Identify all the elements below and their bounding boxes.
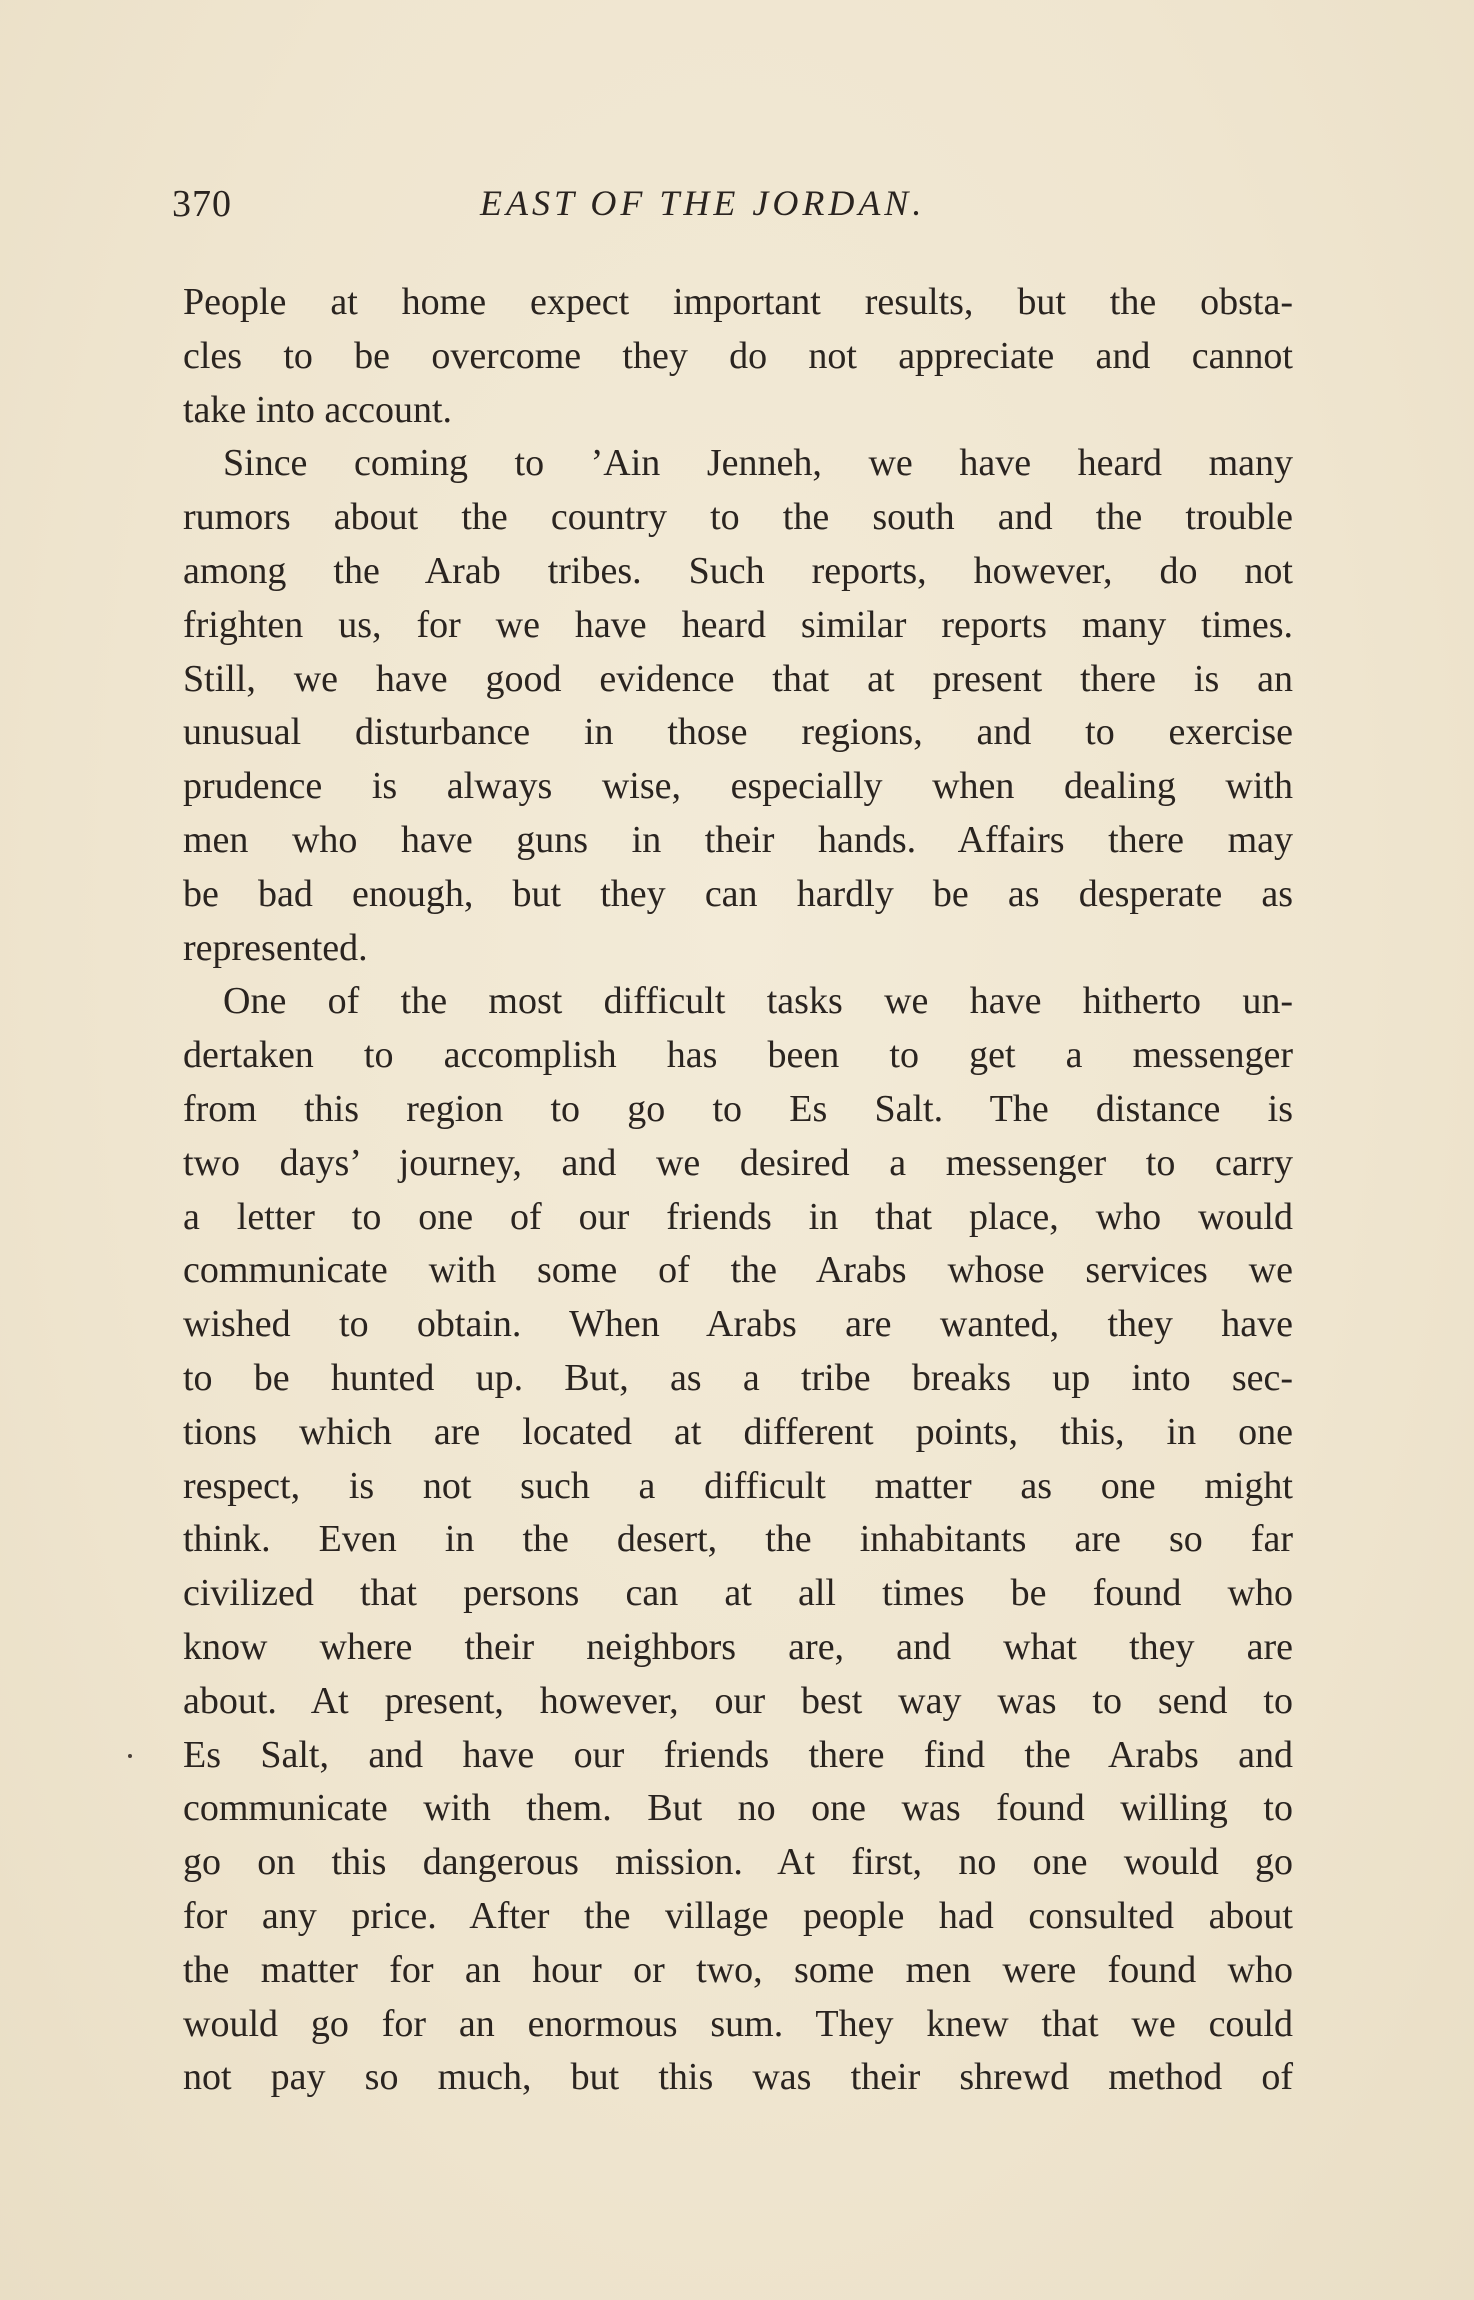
- text-line: Since coming to ’Ain Jenneh, we have heard many: [223, 442, 1293, 485]
- text-line: wished to obtain. When Arabs are wanted, they have: [183, 1303, 1293, 1346]
- text-line: prudence is always wise, especially when dealing with: [183, 765, 1293, 808]
- text-line: take into account.: [183, 388, 453, 431]
- text-line: think. Even in the desert, the inhabitants are so far: [183, 1518, 1293, 1561]
- text-line: Still, we have good evidence that at present there is an: [183, 657, 1293, 700]
- text-line: cles to be overcome they do not appreciate and cannot: [183, 334, 1293, 377]
- text-line: People at home expect important results, but the obsta-: [183, 281, 1293, 323]
- text-line: communicate with them. But no one was found willing to: [183, 1787, 1293, 1830]
- text-line: know where their neighbors are, and what they are: [183, 1625, 1293, 1668]
- text-line: civilized that persons can at all times be found who: [183, 1572, 1293, 1615]
- text-line: among the Arab tribes. Such reports, however, do not: [183, 549, 1293, 592]
- text-line: go on this dangerous mission. At first, no one would go: [183, 1841, 1293, 1884]
- text-line: to be hunted up. But, as a tribe breaks up into sec-: [183, 1356, 1293, 1399]
- text-line: represented.: [183, 926, 368, 969]
- text-line: Es Salt, and have our friends there find the Arabs and: [183, 1733, 1293, 1776]
- text-line: a letter to one of our friends in that place, who would: [183, 1195, 1293, 1238]
- text-line: respect, is not such a difficult matter as one might: [183, 1464, 1293, 1507]
- text-line: from this region to go to Es Salt. The distance is: [183, 1087, 1293, 1130]
- text-line: be bad enough, but they can hardly be as desperate as: [183, 872, 1293, 915]
- running-title: EAST OF THE JORDAN.: [480, 183, 926, 223]
- text-line: rumors about the country to the south and the trouble: [183, 496, 1293, 539]
- running-head: [172, 182, 1302, 242]
- text-line: One of the most difficult tasks we have hitherto un-: [223, 980, 1293, 1023]
- text-line: the matter for an hour or two, some men were found who: [183, 1948, 1293, 1991]
- text-line: frighten us, for we have heard similar reports many times.: [183, 603, 1293, 646]
- text-line: communicate with some of the Arabs whose services we: [183, 1249, 1293, 1292]
- text-line: not pay so much, but this was their shrewd method of: [183, 2056, 1293, 2099]
- text-line: about. At present, however, our best way was to send to: [183, 1679, 1293, 1722]
- text-line: men who have guns in their hands. Affairs there may: [183, 818, 1293, 861]
- text-line: unusual disturbance in those regions, and to exercise: [183, 711, 1293, 754]
- text-line: dertaken to accomplish has been to get a messenger: [183, 1034, 1293, 1077]
- page-number: 370: [172, 183, 232, 225]
- body-text: [183, 276, 1293, 2105]
- text-line: for any price. After the village people had consulted about: [183, 1894, 1293, 1937]
- margin-speck: [128, 1754, 132, 1758]
- text-line: two days’ journey, and we desired a messenger to carry: [183, 1141, 1293, 1184]
- text-line: tions which are located at different points, this, in one: [183, 1410, 1293, 1453]
- text-line: would go for an enormous sum. They knew that we could: [183, 2002, 1293, 2045]
